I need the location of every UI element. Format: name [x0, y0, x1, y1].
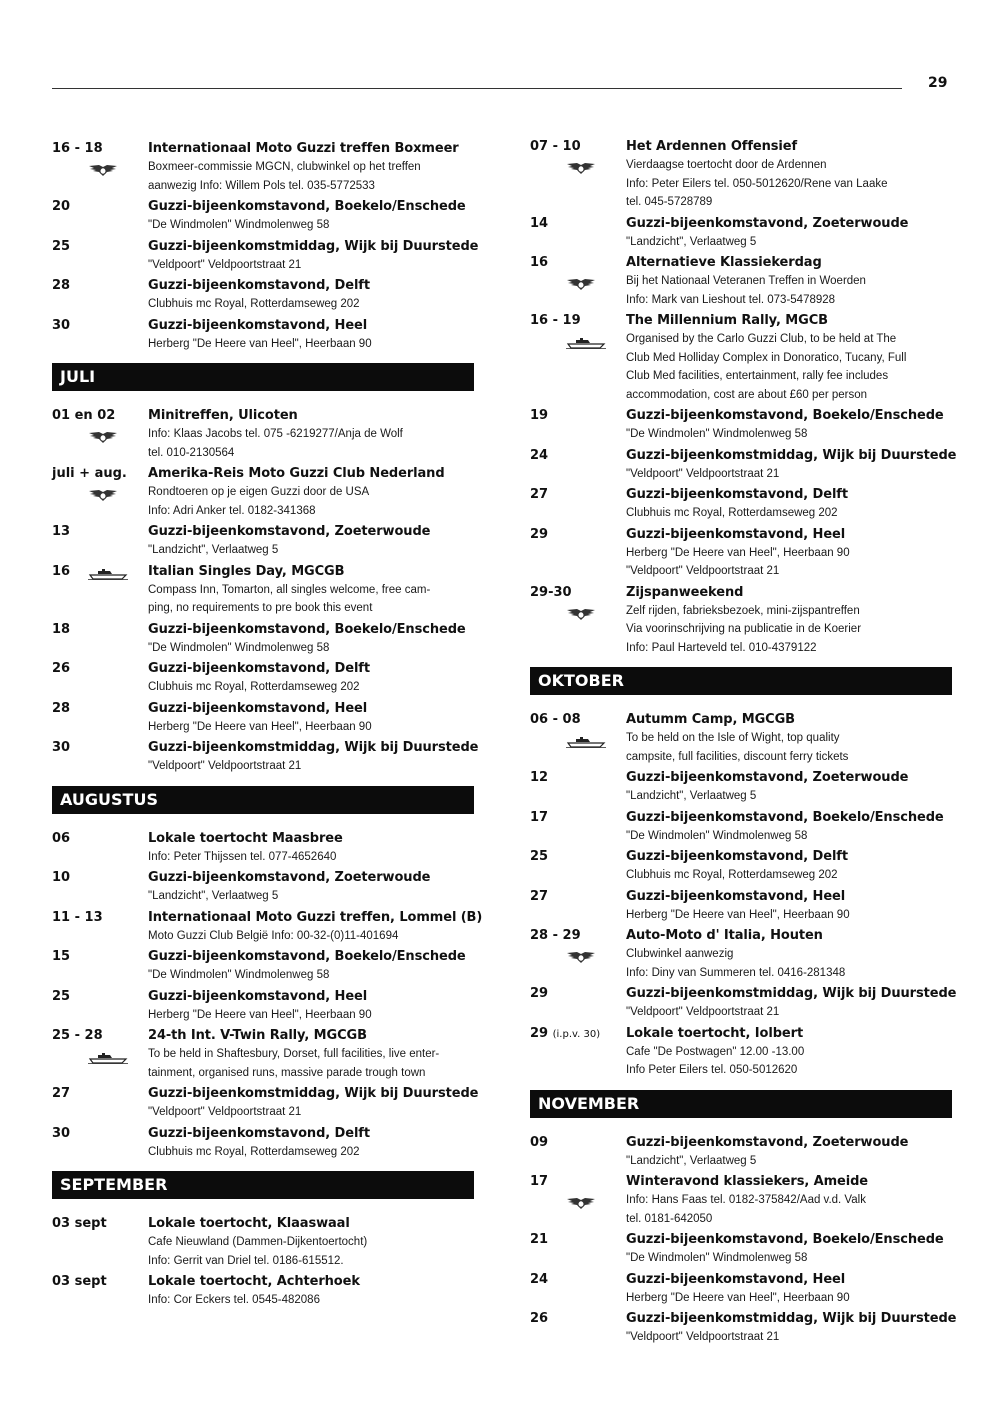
event-date — [52, 1125, 144, 1143]
event-date — [530, 138, 622, 156]
event-item — [52, 277, 480, 314]
event-info: Bij het Nationaal Veteranen Treffen in Woerden — [626, 275, 866, 287]
boat-icon — [88, 565, 128, 577]
event-info: "De Windmolen" Windmolenweg 58 — [148, 641, 330, 654]
event-title: Auto-Moto d' Italia, Houten — [626, 928, 823, 943]
event-item — [530, 215, 958, 252]
event-item — [52, 621, 480, 658]
event-date — [52, 948, 144, 966]
event-date-text: 11 - 13 — [52, 909, 103, 925]
event-date-text: 16 — [52, 563, 71, 579]
event-date — [530, 526, 622, 544]
event-date-text: 29 — [530, 1025, 549, 1041]
event-info: Info: Adri Anker tel. 0182-341368 — [148, 504, 316, 517]
event-title: Guzzi-bijeenkomstmiddag, Wijk bij Duurstede — [148, 1086, 479, 1101]
event-title: Guzzi-bijeenkomstavond, Delft — [626, 487, 848, 502]
event-date-text: 28 — [52, 278, 71, 293]
event-title: Het Ardennen Offensief — [626, 139, 798, 154]
event-item — [52, 198, 480, 235]
event-item — [52, 317, 480, 354]
month-heading-juli: JULI — [52, 363, 474, 391]
event-info: Cafe Nieuwland (Dammen-Dijkentoertocht) — [148, 1236, 368, 1248]
event-date-text: 07 - 10 — [530, 139, 581, 154]
event-item — [52, 700, 480, 737]
event-title: Guzzi-bijeenkomstavond, Delft — [148, 1125, 370, 1141]
event-item — [52, 407, 480, 462]
event-title: Guzzi-bijeenkomstavond, Delft — [626, 849, 848, 864]
event-info: Club Med facilities, entertainment, rally fee includes — [626, 370, 889, 382]
event-item — [530, 769, 958, 806]
event-date-text: 26 — [52, 661, 71, 676]
event-item — [530, 711, 958, 766]
event-date-text: 28 - 29 — [530, 928, 581, 943]
event-item — [52, 563, 480, 618]
event-info: "Veldpoort" Veldpoortstraat 21 — [626, 565, 780, 577]
event-info: "Veldpoort" Veldpoortstraat 21 — [148, 258, 302, 271]
event-info: Zelf rijden, fabrieksbezoek, mini-zijspantreffen — [626, 604, 860, 617]
event-item — [530, 407, 958, 444]
event-date-text: 30 — [52, 317, 71, 333]
event-date-text: 28 — [52, 700, 71, 716]
event-info: Cafe "De Postwagen" 12.00 -13.00 — [626, 1045, 805, 1058]
month-heading-november: NOVEMBER — [530, 1090, 952, 1118]
event-date — [52, 1273, 144, 1291]
event-title: Guzzi-bijeenkomstavond, Delft — [148, 661, 370, 676]
event-date — [530, 1134, 622, 1152]
event-title: Guzzi-bijeenkomstavond, Boekelo/Enschede — [148, 949, 466, 964]
event-date-text: 01 en 02 — [52, 408, 116, 423]
event-info: Via voorinschrijving na publicatie in de Koerier — [626, 623, 862, 635]
event-info: "De Windmolen" Windmolenweg 58 — [148, 219, 330, 231]
event-date-text: 12 — [530, 770, 549, 785]
event-title: Guzzi-bijeenkomstavond, Delft — [148, 278, 370, 293]
event-date-text: 09 — [530, 1134, 549, 1150]
event-info: "Landzicht", Verlaatweg 5 — [626, 1154, 757, 1167]
event-info: Info: Paul Harteveld tel. 010-4379122 — [626, 641, 817, 654]
event-item — [530, 809, 958, 846]
event-date — [530, 254, 622, 272]
event-title: Guzzi-bijeenkomstavond, Heel — [626, 526, 846, 542]
event-date — [52, 660, 144, 678]
event-info: "Veldpoort" Veldpoortstraat 21 — [626, 1006, 780, 1018]
event-item — [52, 948, 480, 985]
event-date — [530, 711, 622, 729]
event-date — [52, 869, 144, 887]
event-date — [52, 621, 144, 639]
event-date-text: 13 — [52, 524, 71, 539]
event-title: Guzzi-bijeenkomstavond, Boekelo/Enschede — [626, 1232, 944, 1247]
event-date-text: 27 — [530, 487, 549, 502]
event-date — [530, 447, 622, 465]
event-date-text: 16 - 19 — [530, 313, 581, 328]
event-title: Guzzi-bijeenkomstmiddag, Wijk bij Duurstede — [148, 740, 479, 755]
event-date — [530, 1231, 622, 1249]
event-date-text: 14 — [530, 215, 549, 231]
event-title: Guzzi-bijeenkomstmiddag, Wijk bij Duurstede — [626, 447, 957, 463]
event-title: Guzzi-bijeenkomstmiddag, Wijk bij Duurstede — [148, 238, 479, 254]
event-item — [530, 447, 958, 484]
event-date-text: 25 — [52, 238, 71, 254]
event-item — [530, 848, 958, 885]
eagle-wings-icon — [566, 1195, 596, 1209]
event-info: Herberg "De Heere van Heel", Heerbaan 90 — [148, 337, 372, 350]
event-item — [530, 1173, 958, 1228]
event-info: Boxmeer-commissie MGCN, clubwinkel op het treffen — [148, 161, 421, 173]
event-info: "De Windmolen" Windmolenweg 58 — [626, 1252, 808, 1264]
event-date-text: 06 - 08 — [530, 712, 581, 727]
event-date — [530, 985, 622, 1003]
event-info: Info: Diny van Summeren tel. 0416-281348 — [626, 966, 846, 979]
event-item — [530, 927, 958, 982]
event-info: Herberg "De Heere van Heel", Heerbaan 90 — [148, 720, 372, 733]
event-info: Compass Inn, Tomarton, all singles welcome, free cam- — [148, 583, 431, 596]
event-date — [52, 988, 144, 1006]
event-title: Guzzi-bijeenkomstavond, Boekelo/Enschede — [148, 199, 466, 214]
event-title: Guzzi-bijeenkomstavond, Zoeterwoude — [626, 770, 909, 785]
event-date — [52, 465, 144, 483]
event-title: 24-th Int. V-Twin Rally, MGCGB — [148, 1028, 367, 1043]
event-item — [530, 1025, 958, 1080]
boat-icon — [566, 334, 606, 346]
event-date-text: 10 — [52, 870, 71, 885]
event-info: tel. 045-5728789 — [626, 196, 713, 208]
event-info: "Landzicht", Verlaatweg 5 — [626, 235, 757, 248]
event-info: Clubhuis mc Royal, Rotterdamseweg 202 — [626, 869, 838, 881]
event-date-text: 25 - 28 — [52, 1028, 103, 1043]
event-date — [52, 700, 144, 718]
event-date-text: 20 — [52, 199, 71, 214]
event-info: Herberg "De Heere van Heel", Heerbaan 90 — [148, 1008, 372, 1021]
event-info: Vierdaagse toertocht door de Ardennen — [626, 159, 827, 171]
event-date — [52, 277, 144, 295]
event-date — [530, 1173, 622, 1191]
event-title: Guzzi-bijeenkomstavond, Heel — [148, 988, 368, 1004]
event-date — [52, 1027, 144, 1045]
event-info: Rondtoeren op je eigen Guzzi door de USA — [148, 486, 370, 498]
event-info: Info: Gerrit van Driel tel. 0186-615512. — [148, 1254, 344, 1267]
event-item — [530, 1231, 958, 1268]
event-info: tainment, organised runs, massive parade trough town — [148, 1066, 426, 1079]
event-date — [530, 927, 622, 945]
event-title: Guzzi-bijeenkomstavond, Zoeterwoude — [148, 524, 431, 539]
event-info: Herberg "De Heere van Heel", Heerbaan 90 — [626, 1291, 850, 1304]
event-date-text: 03 sept — [52, 1216, 107, 1231]
event-info: "De Windmolen" Windmolenweg 58 — [148, 969, 330, 981]
event-date-text: 25 — [530, 849, 549, 864]
event-title: Italian Singles Day, MGCGB — [148, 563, 345, 579]
event-date — [52, 830, 144, 848]
event-info: Clubhuis mc Royal, Rotterdamseweg 202 — [148, 681, 360, 693]
event-info: Herberg "De Heere van Heel", Heerbaan 90 — [626, 908, 850, 921]
event-title: Guzzi-bijeenkomstavond, Boekelo/Enschede — [626, 408, 944, 423]
event-info: Info: Peter Thijssen tel. 077-4652640 — [148, 850, 337, 863]
event-info: "Landzicht", Verlaatweg 5 — [626, 790, 757, 802]
event-date — [530, 407, 622, 425]
event-date-text: juli + aug. — [52, 466, 127, 481]
event-title: Alternatieve Klassiekerdag — [626, 255, 822, 270]
event-date — [530, 1025, 622, 1044]
event-date — [530, 584, 622, 602]
event-item — [530, 526, 958, 581]
event-date — [530, 486, 622, 504]
event-info: Info: Hans Faas tel. 0182-375842/Aad v.d. Valk — [626, 1194, 866, 1206]
boat-icon — [88, 1049, 128, 1061]
event-info: "Veldpoort" Veldpoortstraat 21 — [148, 1106, 302, 1118]
event-item — [530, 486, 958, 523]
event-title: Guzzi-bijeenkomstavond, Heel — [148, 317, 368, 333]
event-info: Organised by the Carlo Guzzi Club, to be held at The — [626, 333, 897, 345]
event-title: Amerika-Reis Moto Guzzi Club Nederland — [148, 466, 445, 481]
event-info: Info: Cor Eckers tel. 0545-482086 — [148, 1294, 320, 1306]
event-date-text: 24 — [530, 447, 549, 463]
month-heading-oktober: OKTOBER — [530, 667, 952, 695]
event-date-text: 21 — [530, 1232, 549, 1247]
event-info: Clubhuis mc Royal, Rotterdamseweg 202 — [148, 1145, 360, 1158]
event-date-text: 27 — [52, 1086, 71, 1101]
event-item — [530, 1134, 958, 1171]
event-date-text: 17 — [530, 809, 549, 825]
event-info: "De Windmolen" Windmolenweg 58 — [626, 428, 808, 440]
event-date-text: 25 — [52, 988, 71, 1004]
left-column — [52, 140, 483, 1313]
event-date-text: 26 — [530, 1311, 549, 1326]
event-item — [52, 988, 480, 1025]
event-date — [530, 769, 622, 787]
event-item — [52, 523, 480, 560]
event-item — [52, 140, 480, 195]
month-heading-augustus: AUGUSTUS — [52, 786, 474, 814]
event-date — [530, 1310, 622, 1328]
month-heading-september: SEPTEMBER — [52, 1171, 474, 1199]
event-info: To be held on the Isle of Wight, top quality — [626, 732, 840, 744]
event-date — [52, 1085, 144, 1103]
boat-icon — [566, 733, 606, 745]
event-title: Guzzi-bijeenkomstavond, Zoeterwoude — [626, 1134, 909, 1150]
event-date-text: 19 — [530, 408, 549, 423]
event-item — [52, 1215, 480, 1270]
event-item — [52, 238, 480, 275]
event-date — [52, 198, 144, 216]
eagle-wings-icon — [566, 606, 596, 620]
event-info: campsite, full facilities, discount ferry tickets — [626, 750, 849, 763]
event-title: Lokale toertocht, Achterhoek — [148, 1274, 360, 1289]
event-title: Guzzi-bijeenkomstmiddag, Wijk bij Duurstede — [626, 1311, 957, 1326]
event-item — [530, 254, 958, 309]
event-date — [52, 407, 144, 425]
event-item — [52, 869, 480, 906]
event-info: tel. 010-2130564 — [148, 446, 235, 459]
event-item — [52, 1085, 480, 1122]
event-title: Guzzi-bijeenkomstmiddag, Wijk bij Duurstede — [626, 986, 957, 1001]
event-item — [52, 830, 480, 867]
event-date-text: 27 — [530, 888, 549, 904]
event-info: Moto Guzzi Club België Info: 00-32-(0)11-401694 — [148, 929, 399, 942]
event-info: Clubhuis mc Royal, Rotterdamseweg 202 — [148, 298, 360, 310]
event-date — [52, 523, 144, 541]
event-item — [52, 909, 483, 946]
event-info: Club Med Holliday Complex in Donoratico, Tucany, Full — [626, 351, 907, 364]
event-info: "De Windmolen" Windmolenweg 58 — [626, 829, 808, 842]
event-date — [52, 140, 144, 158]
event-item — [530, 138, 958, 212]
event-title: Guzzi-bijeenkomstavond, Zoeterwoude — [626, 215, 909, 231]
event-item — [530, 312, 958, 404]
event-item — [52, 1273, 480, 1310]
event-title: Lokale toertocht, Iolbert — [626, 1025, 804, 1041]
eagle-wings-icon — [566, 276, 596, 290]
event-item — [52, 465, 480, 520]
event-item — [52, 660, 480, 697]
event-title: The Millennium Rally, MGCB — [626, 313, 828, 328]
event-date-text: 16 — [530, 255, 549, 270]
event-date-text: 17 — [530, 1174, 549, 1189]
event-title: Guzzi-bijeenkomstavond, Heel — [626, 1271, 846, 1287]
event-date-note: (i.p.v. 30) — [552, 1028, 601, 1040]
event-info: Info: Mark van Lieshout tel. 073-5478928 — [626, 293, 836, 306]
event-info: Info: Peter Eilers tel. 050-5012620/Rene van Laake — [626, 177, 888, 190]
event-date — [530, 1271, 622, 1289]
event-item — [530, 1271, 958, 1308]
event-title: Autumm Camp, MGCGB — [626, 712, 795, 727]
event-info: ping, no requirements to pre book this event — [148, 602, 373, 614]
event-date — [530, 312, 622, 330]
event-date-text: 18 — [52, 621, 71, 637]
event-info: Info: Klaas Jacobs tel. 075 -6219277/Anja de Wolf — [148, 428, 403, 440]
event-date — [530, 215, 622, 233]
event-title: Guzzi-bijeenkomstavond, Boekelo/Enschede — [148, 621, 466, 637]
event-title: Lokale toertocht, Klaaswaal — [148, 1216, 350, 1231]
event-item — [530, 888, 958, 925]
event-item — [530, 584, 958, 658]
event-date-text: 06 — [52, 830, 71, 846]
event-info: To be held in Shaftesbury, Dorset, full facilities, live enter- — [148, 1048, 440, 1060]
event-title: Winteravond klassiekers, Ameide — [626, 1174, 869, 1189]
eagle-wings-icon — [88, 487, 118, 501]
event-info: Info Peter Eilers tel. 050-5012620 — [626, 1064, 798, 1076]
event-title: Zijspanweekend — [626, 584, 744, 600]
event-date — [52, 909, 144, 927]
event-title: Internationaal Moto Guzzi treffen, Lommel (B) — [148, 909, 483, 925]
event-title: Guzzi-bijeenkomstavond, Heel — [148, 700, 368, 716]
event-item — [52, 1125, 480, 1162]
event-title: Internationaal Moto Guzzi treffen Boxmeer — [148, 141, 459, 156]
event-date — [52, 317, 144, 335]
event-item — [52, 739, 480, 776]
event-date — [52, 238, 144, 256]
event-title: Guzzi-bijeenkomstavond, Heel — [626, 888, 846, 904]
header-rule — [52, 88, 902, 89]
eagle-wings-icon — [566, 160, 596, 174]
event-date — [52, 1215, 144, 1233]
eagle-wings-icon — [88, 162, 118, 176]
event-info: tel. 0181-642050 — [626, 1212, 713, 1225]
event-title: Guzzi-bijeenkomstavond, Zoeterwoude — [148, 870, 431, 885]
event-title: Guzzi-bijeenkomstavond, Boekelo/Enschede — [626, 809, 944, 825]
event-info: Clubhuis mc Royal, Rotterdamseweg 202 — [626, 507, 838, 519]
eagle-wings-icon — [566, 949, 596, 963]
event-date — [530, 848, 622, 866]
event-item — [530, 985, 958, 1022]
event-date — [52, 739, 144, 757]
event-info: accommodation, cost are about £60 per person — [626, 388, 868, 401]
event-date-text: 29 — [530, 986, 549, 1001]
event-info: "Veldpoort" Veldpoortstraat 21 — [148, 760, 302, 772]
event-date-text: 15 — [52, 949, 71, 964]
event-date — [530, 809, 622, 827]
event-title: Lokale toertocht Maasbree — [148, 830, 343, 846]
event-info: aanwezig Info: Willem Pols tel. 035-5772533 — [148, 179, 375, 192]
right-column — [530, 138, 958, 1350]
event-date-text: 16 - 18 — [52, 141, 103, 156]
event-item — [52, 1027, 480, 1082]
event-title: Minitreffen, Ulicoten — [148, 408, 298, 423]
event-info: "Veldpoort" Veldpoortstraat 21 — [626, 467, 780, 480]
event-date-text: 03 sept — [52, 1274, 107, 1289]
event-date — [530, 888, 622, 906]
event-date-text: 24 — [530, 1271, 549, 1287]
eagle-wings-icon — [88, 429, 118, 443]
event-info: Herberg "De Heere van Heel", Heerbaan 90 — [626, 546, 850, 559]
event-info: Clubwinkel aanwezig — [626, 948, 734, 960]
event-info: "Landzicht", Verlaatweg 5 — [148, 544, 279, 556]
event-date-text: 30 — [52, 740, 71, 755]
event-info: "Veldpoort" Veldpoortstraat 21 — [626, 1331, 780, 1343]
event-date-text: 29-30 — [530, 584, 572, 600]
event-info: "Landzicht", Verlaatweg 5 — [148, 890, 279, 902]
event-date-text: 30 — [52, 1125, 71, 1141]
event-date-text: 29 — [530, 526, 549, 542]
event-item — [530, 1310, 958, 1347]
page-number: 29 — [928, 75, 948, 91]
